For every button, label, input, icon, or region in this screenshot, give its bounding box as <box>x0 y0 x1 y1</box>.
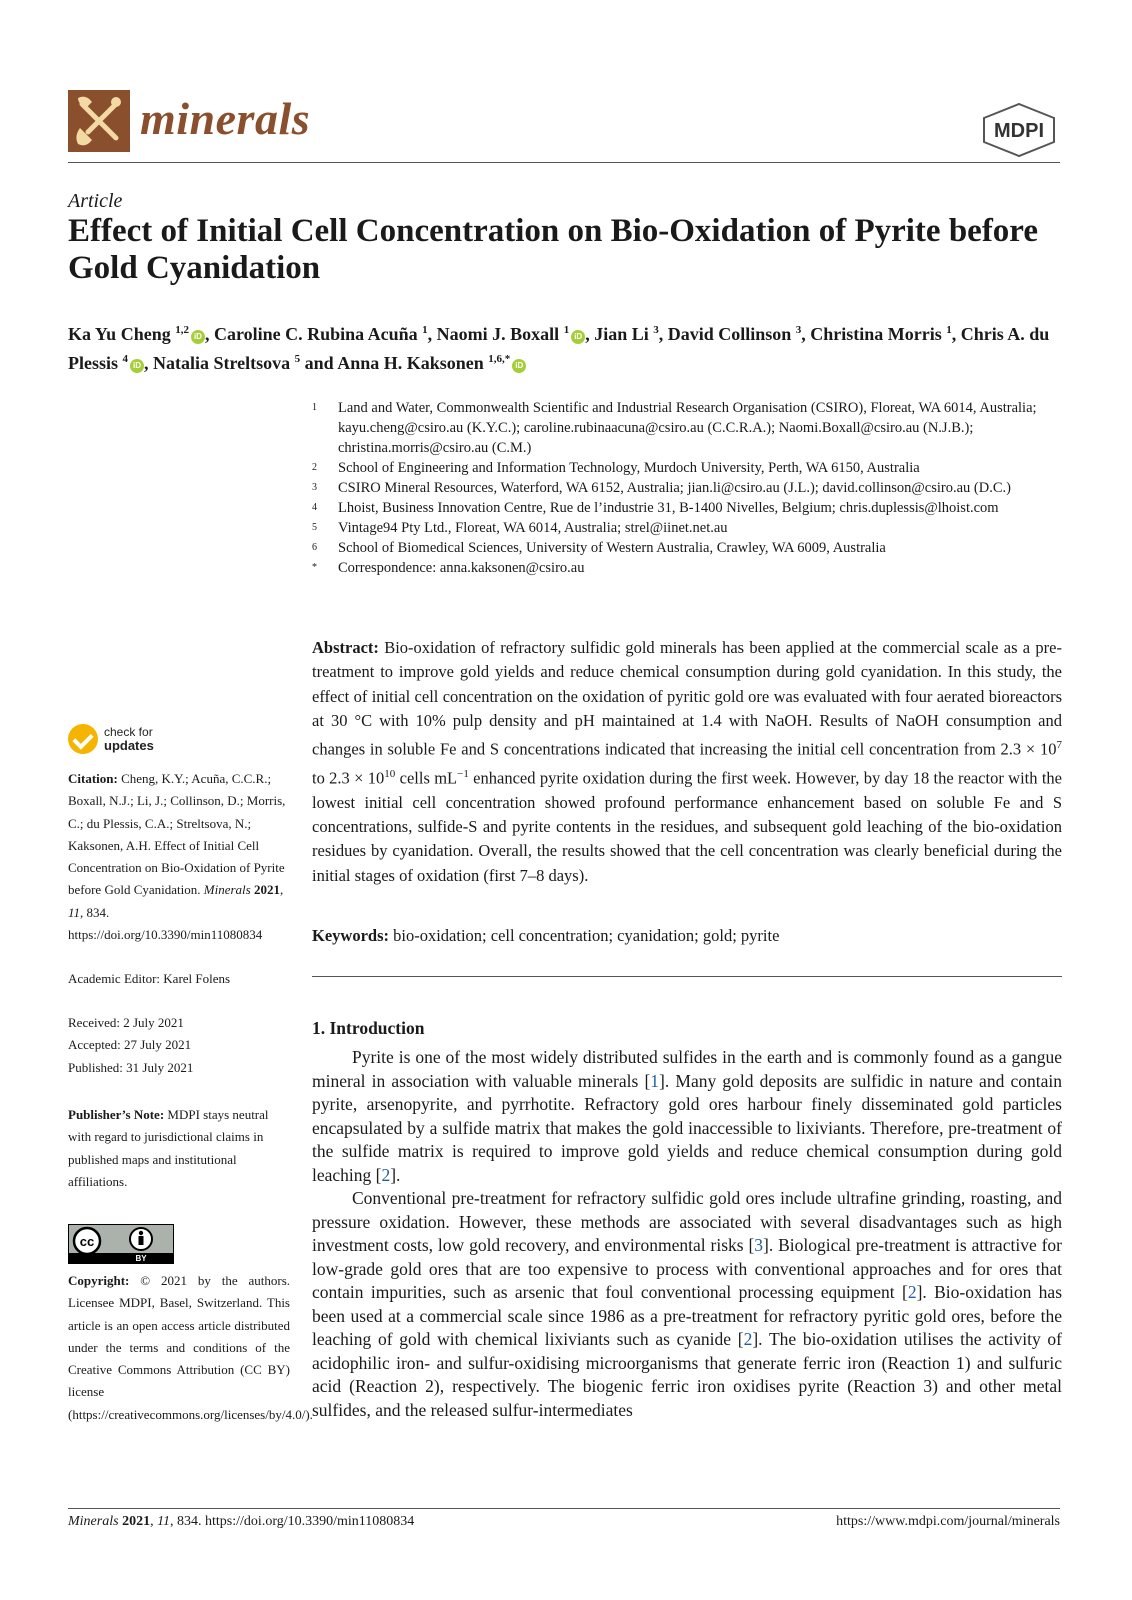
author-affiliation-sup: 3 <box>795 324 802 336</box>
paragraph-text: ]. Bio-oxidation has been used at a commercial scale since 1986 as a pre-treatment for refractory pyritic gold ores, before the leaching of gold with chemical lixiviants such as cyanide [ <box>312 1282 1063 1349</box>
citation-label: Citation: <box>68 771 118 786</box>
published-date: Published: 31 July 2021 <box>68 1059 194 1075</box>
abstract-exp-2: 10 <box>384 767 396 780</box>
citation-volume: 11 <box>68 904 81 920</box>
footer-journal-url[interactable]: https://www.mdpi.com/journal/minerals <box>836 1514 1060 1529</box>
author-affiliation-sup: 1 <box>563 324 570 336</box>
dates-block <box>68 1012 290 1079</box>
affiliation-number: 3 <box>312 482 317 493</box>
check-updates-line1: check for <box>104 724 153 739</box>
paragraph-text: ]. <box>390 1164 401 1185</box>
cc-badge-text: BY <box>135 1254 147 1263</box>
author-affiliation-sup: 1,6,* <box>488 353 511 365</box>
affiliation-number: 6 <box>312 542 317 553</box>
paragraph-text: ]. The bio-oxidation utilises the activity of acidophilic iron- and sulfur-oxidising microorganisms that generate ferric iron (Reaction 1) and sulfuric acid (Reaction 2), respectively. The biogenic ferric iron oxidises pyrite (Reaction 3) and other metal sulfides, and the released sulfur-intermediates <box>312 1329 1062 1420</box>
author-name: Naomi J. Boxall <box>436 324 564 344</box>
mdpi-logo-text: MDPI <box>994 120 1044 142</box>
checkmark-icon <box>68 724 98 754</box>
author-separator: , <box>144 353 154 373</box>
abstract-text-3: cells mL <box>395 768 458 788</box>
paragraph-text: ]. Many gold deposits are sulfidic in nature and contain pyrite, arsenopyrite, and pyrrhotite. Refractory gold ores harbour finely disseminated gold particles encapsulated by a sulfide matrix that makes the gold inaccessible to lixiviants. Therefore, pre-treatment of the sulfide matrix is required to improve gold yields and reduce chemical consumption during gold leaching [ <box>312 1070 1062 1185</box>
affiliation-text: Land and Water, Commonwealth Scientific and Industrial Research Organisation (CSIRO), Floreat, WA 6014, Australia; kayu.cheng@csiro.au (K.Y.C.); caroline.rubinaacuna@csiro.au (C.C.R.A.); Naomi.Boxall@csiro.au (N.J.B.); christina.morris@csiro.au (C.M.) <box>338 400 1037 456</box>
author-name: Ka Yu Cheng <box>68 324 176 344</box>
accepted-date: Accepted: 27 July 2021 <box>68 1037 192 1053</box>
footer-divider <box>68 1508 1060 1509</box>
footer-year: 2021 <box>122 1514 151 1529</box>
orcid-icon[interactable]: iD <box>512 359 526 373</box>
affiliation-number: * <box>312 562 317 573</box>
mdpi-logo <box>980 102 1058 158</box>
reference-link[interactable]: 1 <box>650 1070 660 1091</box>
abstract-text-4: enhanced pyrite oxidation during the first week. However, by day 18 the reactor with the lowest initial cell concentration showed profound performance enhancement based on soluble Fe and S concentrations, sulfide-S and pyrite contents in the residues, and subsequent gold leaching of the bio-oxidation residues by cyanidation. Overall, the results showed that the cell concentration was clearly beneficial during the initial stages of oxidation (first 7–8 days). <box>312 768 1062 885</box>
affiliation-text: Vintage94 Pty Ltd., Floreat, WA 6014, Australia; strel@iinet.net.au <box>338 520 728 536</box>
affiliation-item <box>312 478 1062 498</box>
affiliation-item <box>312 538 1062 558</box>
affiliation-number: 4 <box>312 502 317 513</box>
orcid-icon[interactable]: iD <box>130 359 144 373</box>
header-divider <box>68 162 1060 163</box>
citation-block: Citation: Cheng, K.Y.; Acuña, C.C.R.; Boxall, N.J.; Li, J.; Collinson, D.; Morris, C.; du Plessis, C.A.; Streltsova, N.; Kaksonen, A.H. Effect of Initial Cell Concentration on Bio-Oxidation of Pyrite before Gold Cyanidation. Minerals 2021, 11, 834. https://doi.org/10.3390/min11080834 <box>68 768 290 946</box>
author-name: Christina Morris <box>810 324 947 344</box>
abstract-exp-1: 7 <box>1056 739 1062 752</box>
intro-paragraph-1 <box>312 1046 1062 1187</box>
abstract-label: Abstract: <box>312 638 379 657</box>
cc-by-license-badge[interactable] <box>68 1224 174 1264</box>
abstract-exp-3: −1 <box>457 767 469 780</box>
author-name: Jian Li <box>594 324 654 344</box>
affiliation-text: School of Engineering and Information Technology, Murdoch University, Perth, WA 6150, Australia <box>338 460 920 476</box>
introduction-body <box>312 1046 1062 1422</box>
section-heading-introduction: 1. Introduction <box>312 1018 425 1038</box>
orcid-icon[interactable]: iD <box>571 330 585 344</box>
author-affiliation-sup: 5 <box>294 353 301 365</box>
author-name: Caroline C. Rubina Acuña <box>213 324 423 344</box>
keywords <box>312 926 1062 946</box>
author-affiliation-sup: 3 <box>653 324 659 336</box>
affiliation-text: CSIRO Mineral Resources, Waterford, WA 6152, Australia; jian.li@csiro.au (J.L.); david.collinson@csiro.au (D.C.) <box>338 480 1011 496</box>
publisher-note-text: MDPI stays neutral with regard to jurisdictional claims in published maps and institutional affiliations. <box>68 1107 269 1189</box>
author-separator: and <box>300 353 338 373</box>
paragraph-text: Conventional pre-treatment for refractory sulfidic gold ores include ultrafine grinding, roasting, and pressure oxidation. However, these methods are associated with several disadvantages such as high investment costs, low gold recovery, and environmental risks [ <box>312 1188 1062 1255</box>
affiliation-number: 1 <box>312 402 317 413</box>
copyright-block <box>68 1270 313 1426</box>
affiliation-text: School of Biomedical Sciences, University of Western Australia, Crawley, WA 6009, Australia <box>338 540 886 556</box>
author-separator: , <box>801 324 811 344</box>
author-separator: , <box>658 324 668 344</box>
author-affiliation-sup: 1 <box>422 324 428 336</box>
author-separator: , <box>585 324 595 344</box>
abstract-text-1: Bio-oxidation of refractory sulfidic gold minerals has been applied at the commercial scale as a pre-treatment to improve gold yields and reduce chemical consumption during gold cyanidation. In this study, the effect of initial cell concentration on the oxidation of pyritic gold ore was evaluated with four aerated bioreactors at 30 °C with 10% pulp density and pH maintained at 1.4 with NaOH. Results of NaOH consumption and changes in soluble Fe and S concentrations indicated that increasing the initial cell concentration from 2.3 × 10 <box>312 638 1062 759</box>
affiliation-number: 5 <box>312 522 317 533</box>
reference-link[interactable]: 2 <box>381 1164 391 1185</box>
footer-doi[interactable]: , 834. https://doi.org/10.3390/min11080834 <box>170 1514 415 1529</box>
journal-name: minerals <box>140 93 311 144</box>
footer-citation: Minerals 2021, 11, 834. https://doi.org/10.3390/min11080834 <box>68 1514 415 1529</box>
copyright-text: © 2021 by the authors. Licensee MDPI, Basel, Switzerland. This article is an open access article distributed under the terms and conditions of the Creative Commons Attribution (CC BY) license (https://creativecommons.org/licenses/by/4.0/). <box>68 1273 313 1422</box>
intro-paragraph-2 <box>312 1187 1062 1422</box>
footer-journal: Minerals <box>68 1514 119 1529</box>
received-date: Received: 2 July 2021 <box>68 1015 184 1030</box>
keywords-text: bio-oxidation; cell concentration; cyanidation; gold; pyrite <box>393 926 780 945</box>
author-list <box>68 318 1058 376</box>
author-separator: , <box>204 324 214 344</box>
reference-link[interactable]: 2 <box>743 1329 753 1349</box>
author-separator: , <box>951 324 961 344</box>
citation-journal: Minerals <box>203 882 251 898</box>
author-affiliation-sup: 4 <box>122 353 129 365</box>
abstract-divider <box>312 976 1062 977</box>
affiliation-number: 2 <box>312 462 317 473</box>
orcid-icon[interactable]: iD <box>191 330 205 344</box>
author-name: David Collinson <box>667 324 796 344</box>
citation-pages: , 834. <box>80 904 110 920</box>
affiliation-item <box>312 398 1062 458</box>
article-type: Article <box>68 190 123 212</box>
author-separator: , <box>427 324 437 344</box>
affiliation-text: Correspondence: anna.kaksonen@csiro.au <box>338 560 585 576</box>
svg-text:cc: cc <box>79 1234 95 1249</box>
publisher-note-label: Publisher’s Note: <box>68 1107 165 1122</box>
affiliation-item <box>312 518 1062 538</box>
author-affiliation-sup: 1,2 <box>175 324 189 336</box>
publisher-note <box>68 1104 290 1193</box>
reference-link[interactable]: 2 <box>907 1282 917 1302</box>
check-updates-line2: updates <box>104 737 154 753</box>
author-affiliation-sup: 1 <box>946 324 952 336</box>
keywords-label: Keywords: <box>312 926 389 945</box>
affiliation-item <box>312 558 1062 578</box>
academic-editor: Academic Editor: Karel Folens <box>68 971 231 986</box>
footer-volume: 11 <box>157 1514 171 1529</box>
author-name: Chris A. du Plessis <box>68 324 1050 373</box>
citation-text: Cheng, K.Y.; Acuña, C.C.R.; Boxall, N.J.; Li, J.; Collinson, D.; Morris, C.; du Plessis, C.A.; Streltsova, N.; Kaksonen, A.H. Effect of Initial Cell Concentration on Bio-Oxidation of Pyrite before Gold Cyanidation. <box>68 771 286 898</box>
check-for-updates-button[interactable] <box>68 724 154 754</box>
citation-doi-link[interactable]: https://doi.org/10.3390/min11080834 <box>68 927 263 943</box>
citation-year: 2021 <box>253 882 280 898</box>
affiliation-item <box>312 498 1062 518</box>
author-name: Anna H. Kaksonen <box>337 353 489 373</box>
paragraph-text: Pyrite is one of the most widely distributed sulfides in the earth and is commonly found as a gangue mineral in association with valuable minerals [ <box>312 1047 1062 1091</box>
abstract-text-2: to 2.3 × 10 <box>312 768 385 788</box>
affiliation-text: Lhoist, Business Innovation Centre, Rue de l’industrie 31, B-1400 Nivelles, Belgium; chris.duplessis@lhoist.com <box>338 500 999 516</box>
copyright-label: Copyright: <box>68 1273 130 1288</box>
affiliation-item <box>312 458 1062 478</box>
paragraph-text: ]. Biological pre-treatment is attractive for low-grade gold ores that are too expensive to process with conventional approaches and for ores that contain impurities, such as arsenic that foul conventional processing equipment [ <box>312 1235 1063 1302</box>
journal-logo <box>68 90 130 152</box>
abstract <box>312 636 1062 888</box>
pickaxe-shovel-icon <box>68 90 130 152</box>
article-title: Effect of Initial Cell Concentration on Bio-Oxidation of Pyrite before Gold Cyanidation <box>68 213 1039 286</box>
author-name: Natalia Streltsova <box>153 353 295 373</box>
affiliations <box>312 398 1062 578</box>
reference-link[interactable]: 3 <box>754 1235 764 1255</box>
